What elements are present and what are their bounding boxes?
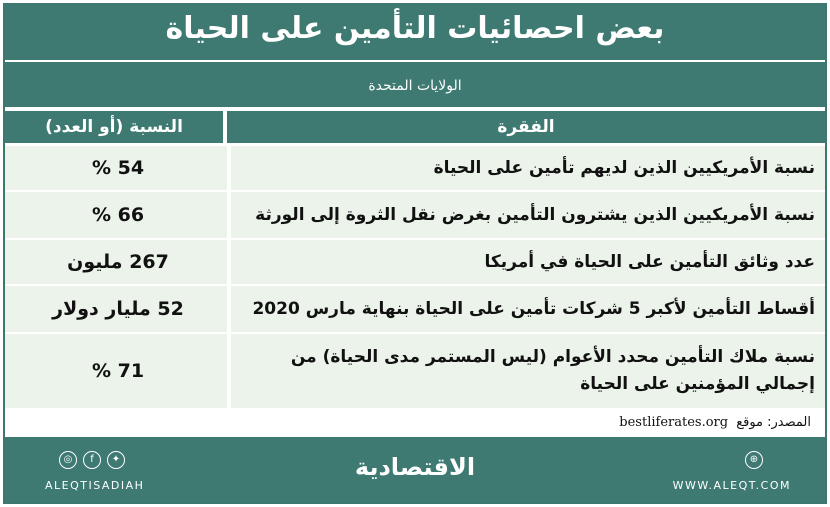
header-band [5,5,825,107]
table-row [5,192,825,240]
region-subtitle: الولايات المتحدة [368,78,462,94]
row-item-text: أقساط التأمين لأكبر 5 شركات تأمين على الحياة بنهاية مارس 2020 [227,286,825,332]
column-header-item: الفقرة [227,111,825,143]
row-item-text: نسبة الأمريكيين الذين لديهم تأمين على الحياة [227,146,825,190]
source-note [5,411,825,435]
source-site: bestliferates.org [619,415,729,430]
twitter-icon[interactable]: ✦ [107,451,125,469]
row-value: 267 مليون [67,251,169,273]
website-url: WWW.ALEQT.COM [672,479,791,492]
footer-band [5,437,825,504]
table-row [5,146,825,192]
page-title: بعض احصائيات التأمين على الحياة [165,11,665,46]
row-value: 71 % [91,360,145,382]
infographic-frame [3,3,827,504]
stats-table [5,146,825,410]
row-item-text: نسبة الأمريكيين الذين يشترون التأمين بغرض نقل الثروة إلى الورثة [227,192,825,238]
row-item-text: عدد وثائق التأمين على الحياة في أمريكا [227,240,825,284]
row-value: 52 مليار دولار [52,298,184,320]
table-row [5,240,825,286]
table-row [5,286,825,334]
row-value: 66 % [91,204,145,226]
social-handle: ALEQTISADIAH [45,479,145,492]
row-value: 54 % [91,157,145,179]
column-header-ratio: النسبة (أو العدد) [5,111,223,143]
instagram-icon[interactable]: ◎ [59,451,77,469]
globe-icon[interactable]: ⊕ [745,451,763,469]
facebook-icon[interactable]: f [83,451,101,469]
table-row [5,334,825,410]
brand-logo: الاقتصادية [354,453,476,481]
source-label: المصدر: موقع [736,415,811,430]
title-divider [5,60,825,62]
row-item-text: نسبة ملاك التأمين محدد الأعوام (ليس المستمر مدى الحياة) من إجمالي المؤمنين على الحياة [227,334,825,408]
